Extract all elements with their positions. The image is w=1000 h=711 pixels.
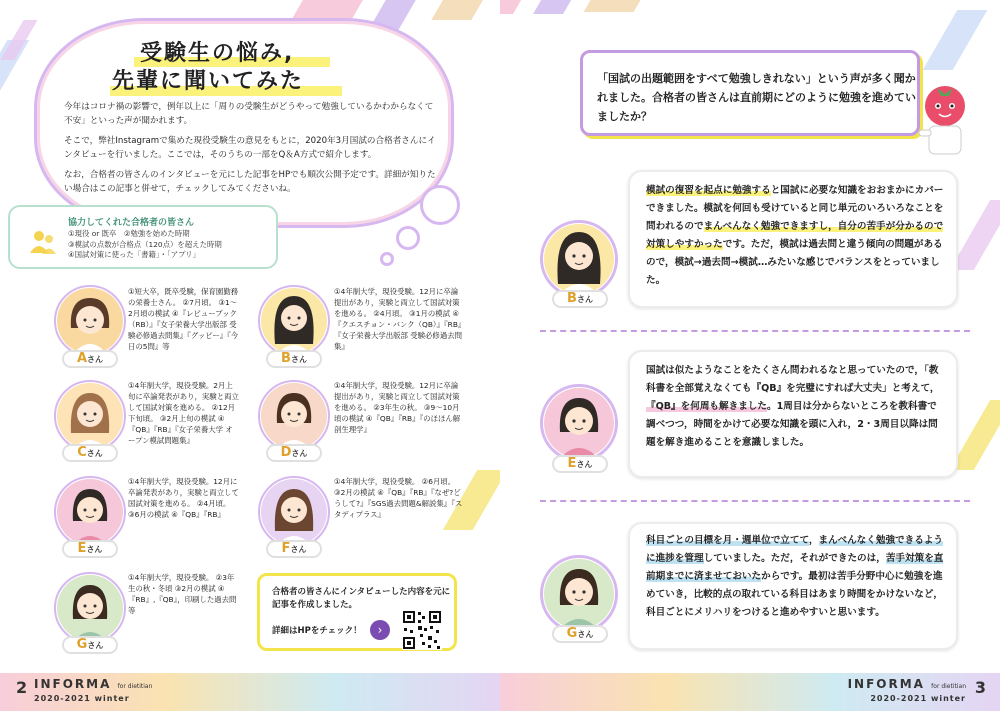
name-letter: E bbox=[567, 456, 577, 471]
page-title: 受験生の悩み, bbox=[140, 41, 295, 66]
intro-paragraph: 今年はコロナ禍の影響で，例年以上に「周りの受験生がどうやって勉強しているかわからなくて不安」といった声が聞かれます。 bbox=[64, 102, 434, 126]
name-suffix: さん bbox=[290, 545, 307, 554]
avatar-b-large bbox=[544, 224, 614, 294]
person-illustration bbox=[57, 383, 123, 449]
person-illustration bbox=[261, 383, 327, 449]
name-suffix: さん bbox=[87, 355, 104, 364]
cooperator-legend bbox=[8, 205, 278, 269]
answer-segment: からです。最初は苦手分野中心に勉強を進めていき，比較的点の取れている科目はあまり時間をかけないなど，科目ごとにメリハリをつけると進めやすいと思います。 bbox=[646, 571, 944, 618]
issue-season: 2020-2021 winter bbox=[870, 694, 966, 703]
avatar-a bbox=[57, 288, 123, 354]
person-illustration bbox=[57, 479, 123, 545]
avatar-e bbox=[57, 479, 123, 545]
person-illustration bbox=[544, 224, 614, 294]
decor-stripe bbox=[431, 0, 488, 20]
brand-subtitle: for dietitian bbox=[931, 683, 966, 690]
name-suffix: さん bbox=[86, 449, 103, 458]
person-profile-d: ①4年制大学，現役受験。12月に卒論提出があり，実験と両立して国試対策を進める。 ②3年生の秋。 ③9～10月頃の模試 ④『QB』『RB』『のほほん解剖生理学』 bbox=[334, 381, 461, 434]
name-suffix: さん bbox=[577, 630, 594, 639]
name-tag-b-large bbox=[552, 290, 608, 308]
answer-segment: していました。ただ，それができたのは， bbox=[703, 553, 886, 564]
notice-text: 合格者の皆さんにインタビューした内容を元に記事を作成しました。 bbox=[272, 587, 451, 610]
avatar-c bbox=[57, 383, 123, 449]
person-illustration bbox=[261, 479, 327, 545]
name-letter: G bbox=[566, 626, 578, 641]
answer-segment: 模試の復習を起点に勉強する bbox=[646, 185, 771, 196]
name-tag-f bbox=[266, 540, 322, 558]
answer-text-g bbox=[646, 532, 946, 622]
intro-paragraph: なお，合格者の皆さんのインタビューを元にした記事をHPでも順次公開予定です。詳細が知りたい場合はこの記事と併せて，チェックしてみてくださいね。 bbox=[64, 170, 436, 194]
brand-name bbox=[34, 677, 152, 691]
person-profile-a: ①短大卒，既卒受験，保育園勤務の栄養士さん。 ②7月頃。 ③1～2月頃の模試 ④『レビューブック（RB）』『女子栄養大学出版部 受験必修過去問集』『グッピー』『今日の5問』等 bbox=[128, 287, 239, 351]
person-profile-g: ①4年制大学，現役受験。 ②3年生の秋・冬頃 ③2月の模試 ④『RB』,『QB』，印刷した過去問 等 bbox=[128, 573, 237, 615]
name-tag-g-large bbox=[552, 625, 608, 643]
decor-stripe bbox=[584, 0, 647, 12]
name-tag-c bbox=[62, 444, 118, 462]
person-profile-e: ①4年制大学，現役受験。12月に卒論発表があり，実験と両立して国試対策を進める。 ②4月頃。 ③6月の模試 ④『QB』『RB』 bbox=[128, 477, 239, 519]
cooperator-item: ①現役 or 既卒 ②勉強を始めた時期 bbox=[68, 229, 190, 238]
page-number: 2 bbox=[16, 678, 28, 697]
name-tag-g bbox=[62, 636, 118, 654]
person-illustration bbox=[544, 559, 614, 629]
answer-segment: 苦手対策を直前期までに済ませておいた bbox=[646, 553, 944, 582]
name-letter: B bbox=[281, 351, 291, 366]
question-box bbox=[580, 50, 920, 136]
cooperator-title: 協力してくれた合格者の皆さん bbox=[68, 218, 195, 228]
person-illustration bbox=[261, 288, 327, 354]
answer-segment: まんべんなく勉強できますし，自分の苦手が分かるので対策しやすかった bbox=[646, 221, 944, 250]
avatar-e-large bbox=[544, 388, 614, 458]
person-illustration bbox=[57, 288, 123, 354]
cloud-bubble bbox=[396, 226, 420, 250]
answer-segment: と国試に必要な知識をおおまかにカバーできました。模試を何回も受けていると同じ単元のいろいろなことを問われるので bbox=[646, 185, 944, 232]
decor-stripe bbox=[923, 10, 988, 70]
name-tag-e bbox=[62, 540, 118, 558]
arrow-right-icon[interactable]: › bbox=[370, 620, 390, 640]
name-suffix: さん bbox=[290, 355, 307, 364]
brand-text: INFORMA bbox=[34, 677, 112, 691]
person-profile-b: ①4年制大学，現役受験。12月に卒論提出があり，実験と両立して国試対策を進める。 ②4月頃。 ③1月の模試 ④『クエスチョン・バンク（QB）』『RB』『女子栄養大学出版部 受験必修過去問集』 bbox=[334, 287, 462, 351]
answer-text-b bbox=[646, 182, 946, 290]
avatar-d bbox=[261, 383, 327, 449]
hp-notice bbox=[257, 573, 457, 651]
answer-segment: 科目ごとの目標を月・週単位で立てて bbox=[646, 535, 809, 546]
avatar-g-large bbox=[544, 559, 614, 629]
person-illustration bbox=[544, 388, 614, 458]
avatar-b bbox=[261, 288, 327, 354]
answer-segment: 『QB』を何周も解きました bbox=[646, 401, 767, 412]
person-profile-f: ①4年制大学，現役受験。 ②6月頃。 ③2月の模試 ④『QB』『RB』『なぜ?どうして?』『SGS過去問題&解説集』『スタディプラス』 bbox=[334, 477, 463, 519]
decor-stripe bbox=[291, 0, 368, 20]
name-letter: E bbox=[77, 541, 87, 556]
name-letter: C bbox=[77, 445, 87, 460]
person-profile-c: ①4年制大学，現役受験。2月上旬に卒論発表があり，実験と両立して国試対策を進める。 ②12月下旬頃。 ③2月上旬の模試 ④『QB』『RB』『女子栄養大学 オープン模試問題集』 bbox=[128, 381, 239, 445]
right-page bbox=[500, 0, 1000, 711]
intro-paragraph: そこで，弊社Instagramで集めた現役受験生の意見をもとに，2020年3月国試の合格者さんにインタビューを行いました。ここでは，そのうちの一部をQ＆A方式で紹介します。 bbox=[64, 136, 436, 160]
intro-text bbox=[64, 100, 436, 202]
decor-stripe bbox=[533, 0, 577, 14]
cloud-bubble bbox=[380, 252, 394, 266]
name-tag-b bbox=[266, 350, 322, 368]
answer-card-g bbox=[628, 522, 958, 650]
page-subtitle: 先輩に聞いてみた bbox=[112, 69, 305, 94]
question-text: 「国試の出題範囲をすべて勉強しきれない」という声が多く聞かれました。合格者の皆さんは直前期にどのように勉強を進めていましたか？ bbox=[597, 72, 916, 123]
avatar-g bbox=[57, 575, 123, 641]
cooperator-item: ③模試の点数が合格点（120点）を超えた時期 bbox=[68, 239, 222, 249]
brand-subtitle: for dietitian bbox=[117, 683, 153, 690]
name-suffix: さん bbox=[87, 641, 104, 650]
answer-segment: です。ただ，模試は過去問と違う傾向の問題があるので，模試→過去問→模試…みたいな感じでバランスをとっていました。 bbox=[646, 239, 943, 286]
name-tag-e-large bbox=[552, 455, 608, 473]
name-tag-a bbox=[62, 350, 118, 368]
avatar-f bbox=[261, 479, 327, 545]
cooperator-item: ④国試対策に使った「書籍」・「アプリ」 bbox=[68, 250, 200, 259]
answer-segment: ， bbox=[808, 535, 819, 546]
qr-code-icon bbox=[402, 610, 442, 650]
name-suffix: さん bbox=[291, 449, 308, 458]
name-tag-d bbox=[266, 444, 322, 462]
name-letter: B bbox=[567, 291, 577, 306]
answer-card-e bbox=[628, 350, 958, 478]
name-letter: F bbox=[281, 541, 291, 556]
cooperator-list bbox=[68, 229, 222, 261]
people-icon bbox=[28, 227, 58, 257]
person-illustration bbox=[57, 575, 123, 641]
answer-segment: まんべんなく勉強できるように進捗を管理 bbox=[646, 535, 944, 564]
answer-card-b bbox=[628, 170, 958, 308]
name-letter: D bbox=[280, 445, 292, 460]
name-suffix: さん bbox=[86, 545, 103, 554]
name-letter: A bbox=[76, 351, 88, 366]
brand-name bbox=[848, 677, 966, 691]
divider bbox=[540, 500, 970, 502]
notice-cta: 詳細はHPをチェック！ bbox=[272, 626, 362, 636]
issue-season: 2020-2021 winter bbox=[34, 694, 130, 703]
page-number: 3 bbox=[974, 678, 986, 697]
name-suffix: さん bbox=[576, 460, 593, 469]
tomato-mascot-icon bbox=[915, 80, 975, 160]
answer-text-e bbox=[646, 362, 946, 452]
answer-segment: 。1周目は分からないところを教科書で調べつつ，時間をかけて必要な知識を頭に入れ，2・3周目以降は問題を解き進めることを意識しました。 bbox=[646, 401, 938, 448]
brand-text: INFORMA bbox=[847, 677, 925, 691]
name-suffix: さん bbox=[576, 295, 593, 304]
divider bbox=[540, 330, 970, 332]
answer-segment: 国試は似たようなことをたくさん問われるなと思っていたので，「教科書を全部覚えなくても『QB』を完璧にすれば大丈夫」と考えて， bbox=[646, 365, 940, 394]
name-letter: G bbox=[76, 637, 88, 652]
decor-stripe bbox=[500, 0, 527, 14]
